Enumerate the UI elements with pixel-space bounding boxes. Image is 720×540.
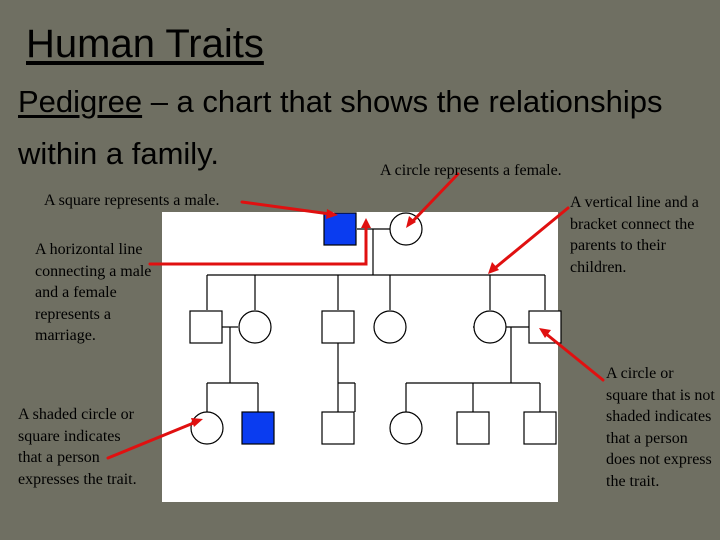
female-symbol <box>191 412 223 444</box>
definition-term: Pedigree <box>18 84 143 119</box>
label-vertical-line-bracket: A vertical line and a bracket connect the parents to their children. <box>570 194 699 276</box>
shaded-male-symbol <box>242 412 274 444</box>
male-symbol <box>457 412 489 444</box>
definition-text: – a chart that shows the relationships <box>142 84 663 119</box>
label-horizontal-line-marriage: A horizontal line connecting a male and a female represents a marriage. <box>35 241 152 344</box>
slide-title: Human Traits <box>26 22 264 66</box>
female-symbol <box>374 311 406 343</box>
male-symbol <box>524 412 556 444</box>
male-symbol <box>322 412 354 444</box>
female-symbol <box>239 311 271 343</box>
definition-line-2: within a family. <box>18 136 219 171</box>
female-symbol <box>390 412 422 444</box>
male-symbol <box>190 311 222 343</box>
male-symbol <box>529 311 561 343</box>
pedigree-chart-background <box>162 212 558 502</box>
male-symbol <box>322 311 354 343</box>
label-square-male: A square represents a male. <box>44 192 220 209</box>
label-circle-female: A circle represents a female. <box>380 162 562 179</box>
label-unshaded-symbol: A circle or square that is not shaded indicates that a person does not express the trait. <box>606 365 715 490</box>
female-symbol <box>474 311 506 343</box>
label-shaded-symbol: A shaded circle or square indicates that a person expresses the trait. <box>18 406 137 488</box>
